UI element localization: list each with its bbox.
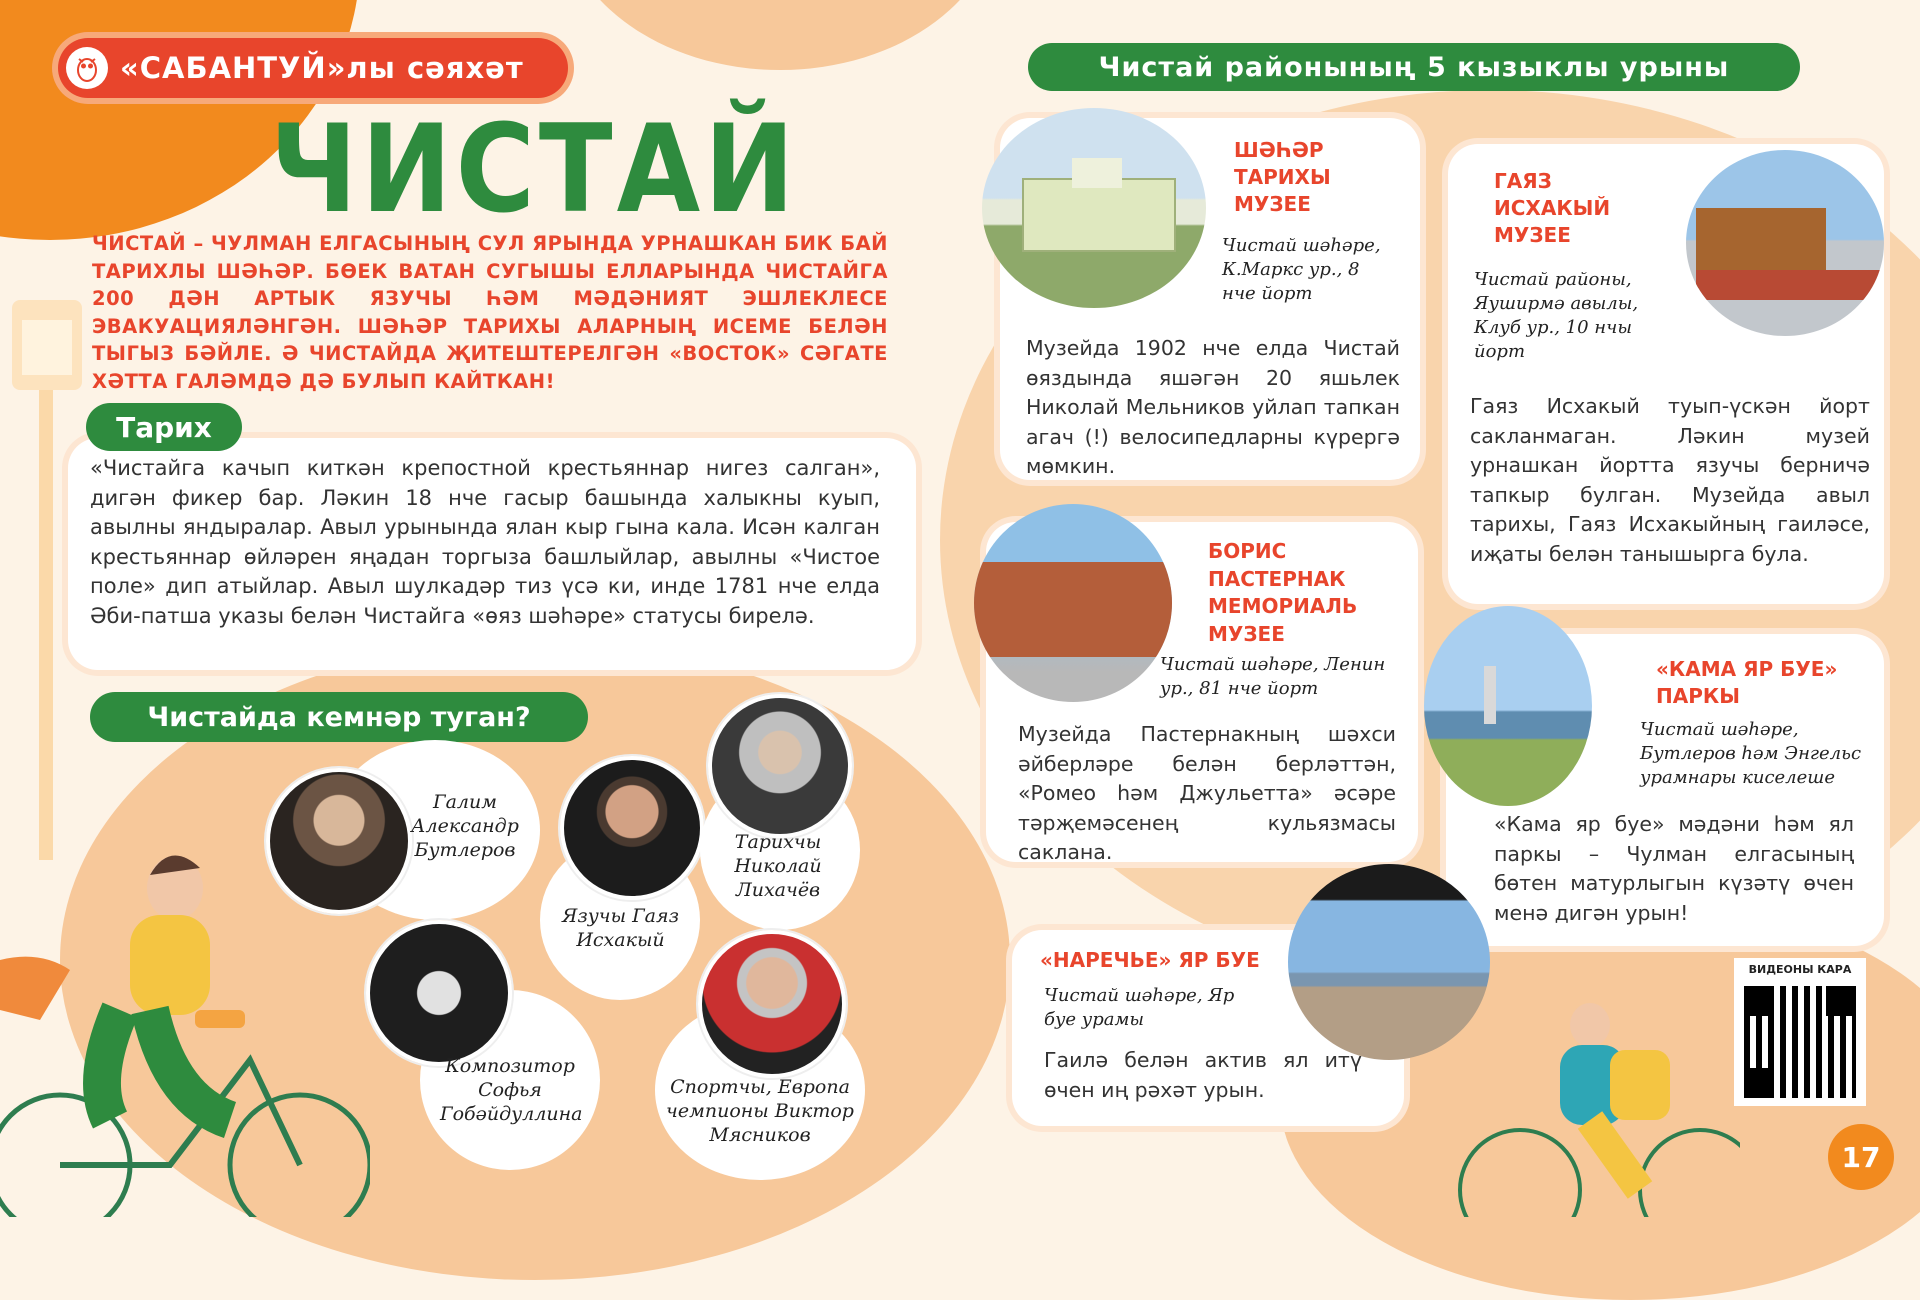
page-number: 17 xyxy=(1841,1140,1881,1174)
history-text: «Чистайга качып киткән крепостной крестьяннар нигез салган», дигән фикер бар. Ләкин 18 нче гасыр башында халыкны куып, авылны яндыралар. Авыл урынында ялан кыр гына кала. Исән калган крестьяннар өйләрен яңадан торгыза башлыйлар, авылны «Чистое поле» дип атыйлар. Авыл шулкадәр тиз үсә ки, инде 1781 нче елда Әби-патша указы белән Чистайга «өяз шәһәре» статусы бирелә. xyxy=(90,456,880,628)
series-label-pill xyxy=(58,38,568,98)
caption-likhachev: Тарихчы Николай Лихачёв xyxy=(734,831,822,901)
qr-code-block[interactable] xyxy=(1734,958,1866,1106)
bg-peach-blob-top xyxy=(560,0,1000,70)
place-title-iskhakiy-museum: ГАЯЗ ИСХАКЫЙ МУЗЕЕ xyxy=(1494,169,1611,247)
place-address-narechye: Чистай шәһәре, Яр буе урамы xyxy=(1044,985,1235,1030)
page-title: ЧИСТАЙ xyxy=(270,100,799,240)
photo-history-museum xyxy=(982,108,1206,308)
qr-code-icon xyxy=(1744,986,1856,1098)
places-label-pill xyxy=(1028,43,1800,91)
history-label-pill xyxy=(86,403,242,451)
people-label-pill xyxy=(90,692,588,742)
portrait-gubaidulina xyxy=(366,920,512,1066)
photo-pasternak-museum xyxy=(974,504,1172,702)
place-text-kama-park: «Кама яр буе» мәдәни һәм ял паркы – Чулман елгасының бөтен матурлыгын күзәтү өчен менә дигән урын! xyxy=(1494,812,1854,925)
place-address-pasternak-museum: Чистай шәһәре, Ленин ур., 81 нче йорт xyxy=(1160,654,1386,699)
place-text-narechye: Гаилә белән актив ял итү өчен иң рәхәт урын. xyxy=(1044,1048,1362,1102)
place-title-pasternak-museum: БОРИС ПАСТЕРНАК МЕМОРИАЛЬ МУЗЕЕ xyxy=(1208,539,1358,646)
place-text-pasternak-museum: Музейда Пастернакның шәхси әйберләре белән берләттән, «Ромео һәм Джульетта» әсәре тәрҗемәсенең кульязмасы саклана. xyxy=(1018,722,1396,864)
place-address-history-museum: Чистай шәһәре, К.Маркс ур., 8 нче йорт xyxy=(1222,235,1381,304)
cyclist-boy-illustration xyxy=(1440,990,1740,1217)
page-number-badge xyxy=(1828,1124,1894,1190)
photo-kama-park xyxy=(1424,606,1592,806)
caption-myasnikov: Спортчы, Европа чемпионы Виктор Мясников xyxy=(666,1076,854,1146)
places-label: Чистай районының 5 кызыклы урыны xyxy=(1098,51,1730,83)
caption-butlerov: Галим Александр Бутлеров xyxy=(411,791,519,861)
place-address-kama-park: Чистай шәһәре, Бутлеров һәм Энгельс урамнары киселеше xyxy=(1640,719,1862,788)
place-text-history-museum: Музейда 1902 нче елда Чистай өяздында яшәгән 20 яшьлек Николай Мельников уйлап тапкан агач (!) велосипедларны күрергә мөмкин. xyxy=(1026,336,1400,478)
place-title-history-museum: ШӘҺӘР ТАРИХЫ МУЗЕЕ xyxy=(1234,138,1331,216)
qr-label: ВИДЕОНЫ КАРА xyxy=(1748,963,1852,976)
people-label: Чистайда кемнәр туган? xyxy=(147,701,531,733)
intro-text: ЧИСТАЙ – ЧУЛМАН ЕЛГАСЫНЫҢ СУЛ ЯРЫНДА УРНАШКАН БИК БАЙ ТАРИХЛЫ ШӘҺӘР. БӨЕК ВАТАН СУГЫШЫ ЕЛЛАРЫНДА ЧИСТАЙГА 200 ДӘН АРТЫК ЯЗУЧЫ ҺӘМ МӘДӘНИЯТ ЭШЛЕКЛЕСЕ ЭВАКУАЦИЯЛӘНГӘН. ШӘҺӘР ТАРИХЫ АЛАРНЫҢ ИСЕМЕ БЕЛӘН ТЫГЫЗ БӘЙЛЕ. Ә ЧИСТАЙДА ҖИТЕШТЕРЕЛГӘН «ВОСТОК» СӘГАТЕ ХӘТТА ГАЛӘМДӘ ДӘ БУЛЫП КАЙТКАН! xyxy=(92,232,888,393)
history-label: Тарих xyxy=(116,410,212,444)
portrait-likhachev xyxy=(708,694,852,838)
place-title-kama-park: «КАМА ЯР БУЕ» ПАРКЫ xyxy=(1656,657,1838,708)
photo-iskhakiy-museum xyxy=(1686,150,1884,336)
cyclist-girl-illustration xyxy=(0,820,370,1217)
owl-logo-icon xyxy=(66,47,108,89)
place-address-iskhakiy-museum: Чистай районы, Яуширмә авылы, Клуб ур., 10 нчы йорт xyxy=(1474,269,1639,362)
caption-gubaidulina: Композитор Софья Гобәйдуллина xyxy=(440,1055,583,1125)
caption-iskhakiy: Язучы Гаяз Исхакый xyxy=(562,905,679,951)
portrait-iskhakiy xyxy=(560,756,704,900)
place-title-narechye: «НАРЕЧЬЕ» ЯР БУЕ xyxy=(1040,948,1260,972)
portrait-myasnikov xyxy=(698,930,846,1078)
series-label-text: «САБАНТУЙ»лы сәяхәт xyxy=(120,51,524,85)
place-text-iskhakiy-museum: Гаяз Исхакый туып-үскән йорт сакланмаган. Ләкин музей урнашкан йортта язучы берничә тапкыр булган. Музейда авыл тарихы, Гаяз Исхакыйның гаиләсе, иҗаты белән танышырга була. xyxy=(1470,394,1870,566)
